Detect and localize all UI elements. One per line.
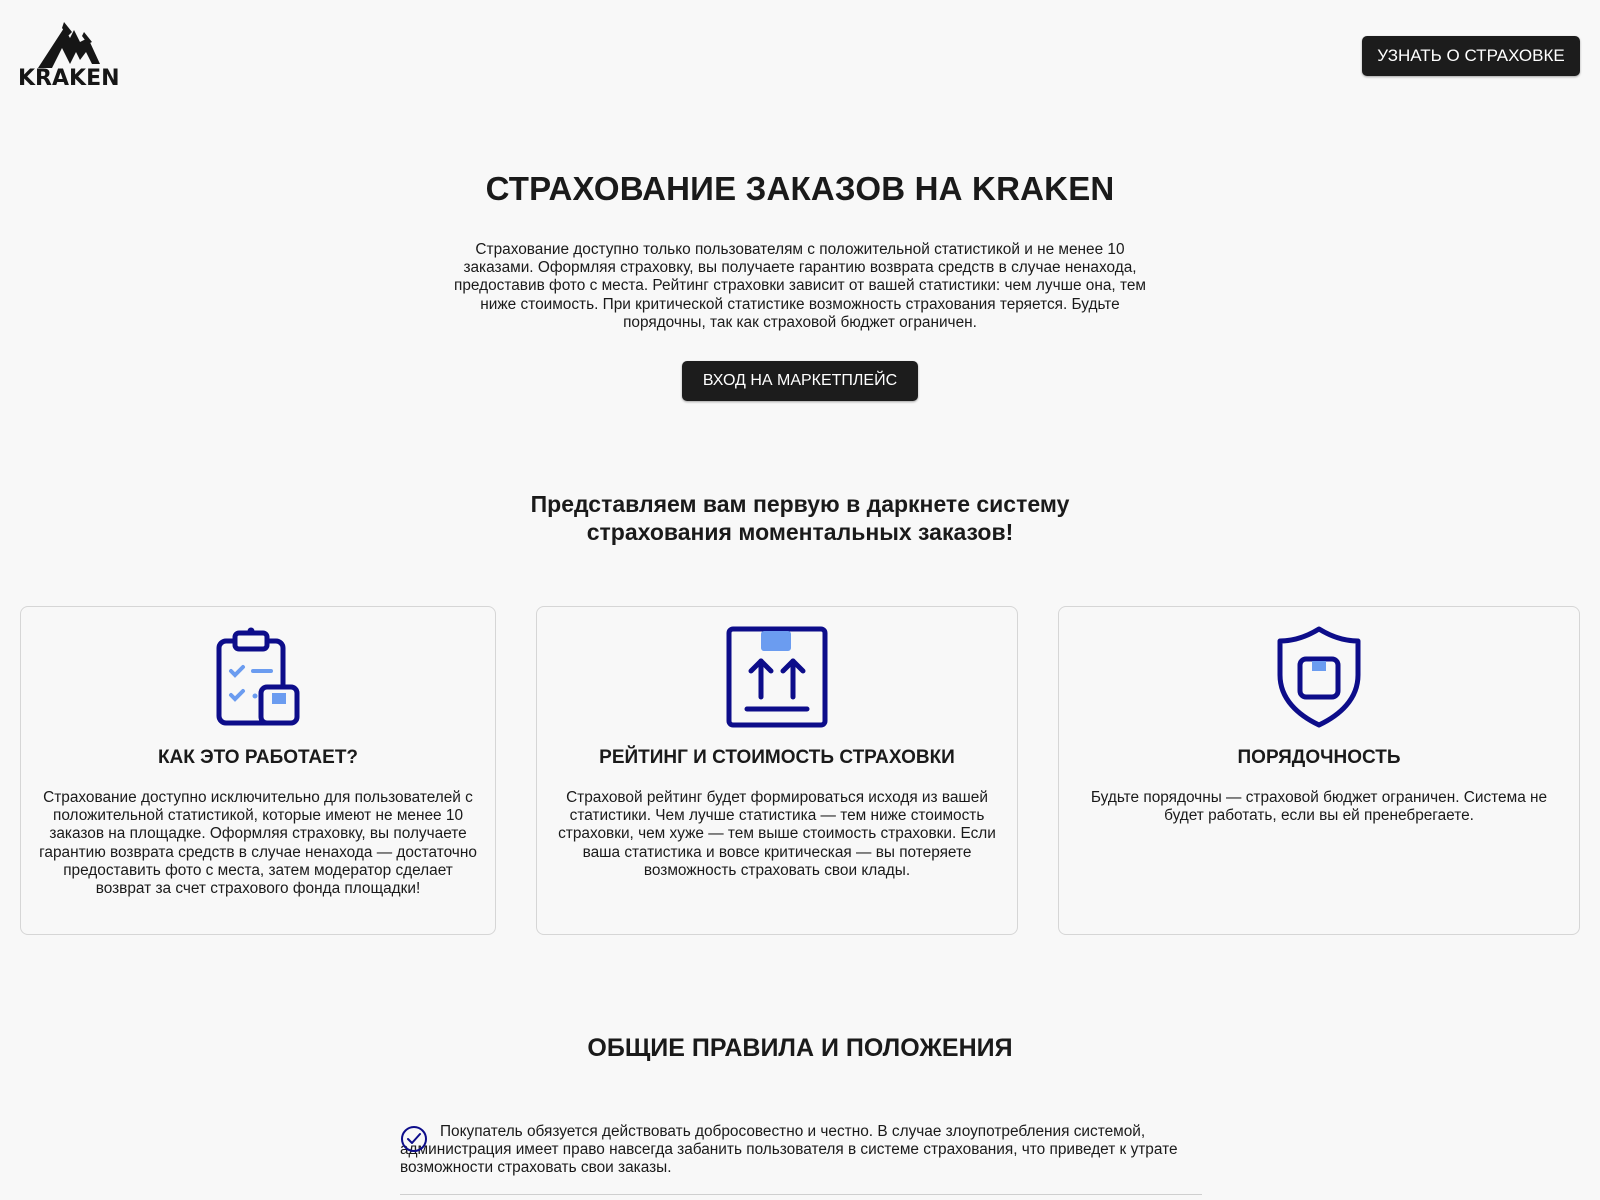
card-text: Страховой рейтинг будет формироваться исходя из вашей статистики. Чем лучше статистика — тем ниже стоимость страховки, чем хуже — тем выше стоимость страховки. Если ваша статистика и вовсе критическая — вы потеряете возможность страховать свои клады. [558, 789, 996, 879]
logo-text: KRAKEN [18, 66, 120, 91]
card-text: Будьте порядочны — страховой бюджет ограничен. Система не будет работать, если вы ей пренебрегаете. [1090, 789, 1548, 825]
clipboard-icon [213, 625, 303, 734]
marketplace-login-button[interactable]: ВХОД НА МАРКЕТПЛЕЙС [682, 361, 918, 401]
card-title: ПОРЯДОЧНОСТЬ [1237, 747, 1401, 768]
rule-text: Покупатель обязуется действовать добросовестно и честно. В случае злоупотребления системой, администрация имеет право навсегда забанить пользователя в системе страхования, что приведет к утрате возможности страховать свои заказы. [400, 1123, 1178, 1177]
kraken-logo-icon [18, 18, 122, 70]
package-up-arrows-icon [725, 625, 829, 734]
check-circle-icon [400, 1125, 428, 1158]
kraken-logo[interactable] [18, 18, 122, 92]
section-subtitle: Представляем вам первую в даркнете систему страхования моментальных заказов! [530, 491, 1070, 545]
shield-box-icon [1274, 625, 1364, 734]
page-title: СТРАХОВАНИЕ ЗАКАЗОВ НА KRAKEN [485, 170, 1115, 207]
card-title: КАК ЭТО РАБОТАЕТ? [157, 747, 359, 768]
learn-insurance-button[interactable]: УЗНАТЬ О СТРАХОВКЕ [1362, 36, 1580, 76]
rules-section-title: ОБЩИЕ ПРАВИЛА И ПОЛОЖЕНИЯ [587, 1034, 1013, 1062]
card-title: РЕЙТИНГ И СТОИМОСТЬ СТРАХОВКИ [599, 747, 955, 768]
rule-item [400, 1123, 1202, 1195]
feature-card-rating [536, 606, 1018, 935]
hero-description: Страхование доступно только пользователям с положительной статистикой и не менее 10 заказами. Оформляя страховку, вы получаете гарантию возврата средств в случае ненахода, предоставив фото с места. Рейтинг страховки зависит от вашей статистики: чем лучше она, тем ниже стоимость. При критической статистике возможность страхования теряется. Будьте порядочны, так как страховой бюджет ограничен. [454, 241, 1146, 331]
feature-card-integrity [1058, 606, 1580, 935]
card-text: Страхование доступно исключительно для пользователей с положительной статистикой, которые имеют не менее 10 заказов на площадке. Оформляя страховку, вы получаете гарантию возврата средств в случае ненахода — достаточно предоставить фото с места, затем модератор сделает возврат за счет страхового фонда площадки! [39, 789, 477, 898]
feature-card-how-it-works [20, 606, 496, 935]
